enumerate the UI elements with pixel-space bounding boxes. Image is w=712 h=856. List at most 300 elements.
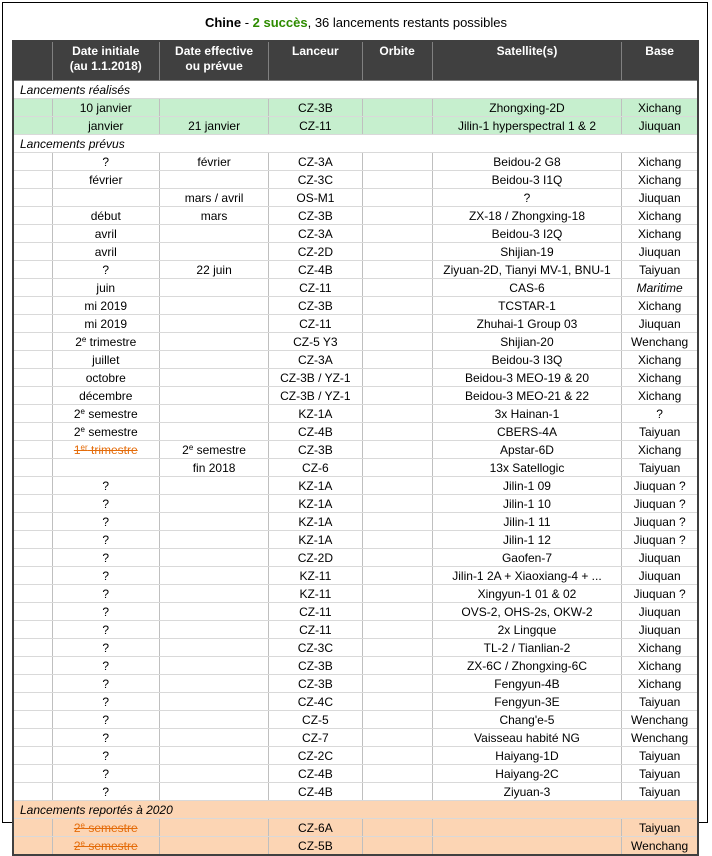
spacer-cell <box>13 477 52 495</box>
date-text: ? <box>102 730 110 745</box>
cell-satellites: Beidou-2 G8 <box>432 153 622 171</box>
cell-lanceur: KZ-11 <box>269 585 362 603</box>
cell-date-initiale <box>52 531 159 549</box>
cell-date-initiale <box>52 765 159 783</box>
date-text: début <box>90 208 121 223</box>
cell-orbite <box>362 351 432 369</box>
section-row <box>13 801 698 819</box>
cell-date-effective <box>159 693 268 711</box>
cell-base: Xichang <box>622 207 698 225</box>
cell-lanceur: KZ-1A <box>269 531 362 549</box>
cell-lanceur: CZ-7 <box>269 729 362 747</box>
cell-base: Jiuquan ? <box>622 477 698 495</box>
cell-base: Xichang <box>622 225 698 243</box>
cell-lanceur: CZ-11 <box>269 315 362 333</box>
cell-date-effective <box>159 189 268 207</box>
cell-satellites: Beidou-3 MEO-19 & 20 <box>432 369 622 387</box>
spacer-cell <box>13 441 52 459</box>
cell-date-initiale <box>52 675 159 693</box>
cell-base: Jiuquan ? <box>622 495 698 513</box>
cell-satellites: Haiyang-2C <box>432 765 622 783</box>
cell-lanceur: CZ-3A <box>269 351 362 369</box>
cell-lanceur: CZ-4C <box>269 693 362 711</box>
cell-base: Taiyuan <box>622 747 698 765</box>
cell-date-effective <box>159 603 268 621</box>
cell-base: Taiyuan <box>622 765 698 783</box>
cell-base: Jiuquan ? <box>622 585 698 603</box>
spacer-cell <box>13 531 52 549</box>
cell-orbite <box>362 189 432 207</box>
cell-date-initiale <box>52 171 159 189</box>
table-row <box>13 315 698 333</box>
cell-orbite <box>362 657 432 675</box>
cell-orbite <box>362 513 432 531</box>
cell-base: Jiuquan <box>622 621 698 639</box>
cell-date-effective <box>159 657 268 675</box>
cell-orbite <box>362 549 432 567</box>
table-row <box>13 117 698 135</box>
cell-date-effective <box>159 333 268 351</box>
title-remaining: , 36 lancements restants possibles <box>307 15 508 30</box>
table-row <box>13 621 698 639</box>
cell-satellites: Fengyun-3E <box>432 693 622 711</box>
spacer-cell <box>13 657 52 675</box>
spacer-cell <box>13 819 52 837</box>
cell-orbite <box>362 567 432 585</box>
cell-date-initiale <box>52 477 159 495</box>
date-text: ? <box>102 478 110 493</box>
table-row <box>13 603 698 621</box>
spacer-cell <box>13 783 52 801</box>
cell-orbite <box>362 603 432 621</box>
cell-base: Taiyuan <box>622 783 698 801</box>
cell-base: Maritime <box>622 279 698 297</box>
date-text: mars / avril <box>184 190 244 205</box>
cell-date-initiale <box>52 207 159 225</box>
cell-orbite <box>362 243 432 261</box>
cell-satellites: Apstar-6D <box>432 441 622 459</box>
date-text: ? <box>102 532 110 547</box>
cell-satellites: 13x Satellogic <box>432 459 622 477</box>
cell-date-effective <box>159 117 268 135</box>
cell-lanceur: CZ-2D <box>269 549 362 567</box>
cell-date-effective <box>159 531 268 549</box>
date-text: 1er trimestre <box>73 442 138 457</box>
cell-base: Xichang <box>622 99 698 117</box>
date-sup: e <box>188 442 194 452</box>
spacer-cell <box>13 189 52 207</box>
date-text: janvier <box>88 118 124 133</box>
table-row <box>13 639 698 657</box>
cell-orbite <box>362 315 432 333</box>
cell-satellites: ? <box>432 189 622 207</box>
cell-date-effective <box>159 747 268 765</box>
cell-satellites: CBERS-4A <box>432 423 622 441</box>
table-row <box>13 693 698 711</box>
date-text: avril <box>94 226 117 241</box>
cell-satellites: Chang'e-5 <box>432 711 622 729</box>
cell-base: Jiuquan <box>622 315 698 333</box>
spacer-cell <box>13 711 52 729</box>
spacer-cell <box>13 693 52 711</box>
cell-date-initiale <box>52 549 159 567</box>
cell-base: Jiuquan ? <box>622 531 698 549</box>
cell-orbite <box>362 495 432 513</box>
cell-orbite <box>362 207 432 225</box>
table-row <box>13 423 698 441</box>
cell-date-initiale <box>52 711 159 729</box>
cell-satellites: TCSTAR-1 <box>432 297 622 315</box>
header-date-initiale: Date initiale (au 1.1.2018) <box>52 41 159 81</box>
date-text: juin <box>96 280 116 295</box>
cell-base: Jiuquan <box>622 243 698 261</box>
table-row <box>13 225 698 243</box>
cell-date-initiale <box>52 693 159 711</box>
spacer-cell <box>13 387 52 405</box>
header-lanceur: Lanceur <box>269 41 362 81</box>
cell-base: Xichang <box>622 657 698 675</box>
cell-date-effective <box>159 711 268 729</box>
table-row <box>13 459 698 477</box>
cell-base: Wenchang <box>622 711 698 729</box>
cell-lanceur: CZ-3A <box>269 153 362 171</box>
spacer-cell <box>13 405 52 423</box>
date-text: décembre <box>79 388 133 403</box>
spacer-cell <box>13 117 52 135</box>
date-text: mi 2019 <box>84 316 128 331</box>
cell-base: Wenchang <box>622 729 698 747</box>
cell-orbite <box>362 225 432 243</box>
cell-orbite <box>362 387 432 405</box>
cell-satellites: Ziyuan-3 <box>432 783 622 801</box>
spacer-cell <box>13 837 52 856</box>
header-satellites: Satellite(s) <box>432 41 622 81</box>
cell-base: Jiuquan <box>622 189 698 207</box>
cell-base: Xichang <box>622 171 698 189</box>
cell-date-effective <box>159 261 268 279</box>
cell-lanceur: CZ-3B <box>269 657 362 675</box>
spacer-cell <box>13 729 52 747</box>
cell-date-initiale <box>52 639 159 657</box>
date-text: ? <box>102 154 110 169</box>
table-row <box>13 369 698 387</box>
table-row <box>13 189 698 207</box>
spacer-cell <box>13 621 52 639</box>
cell-orbite <box>362 405 432 423</box>
cell-date-initiale <box>52 153 159 171</box>
cell-date-initiale <box>52 783 159 801</box>
cell-date-effective <box>159 297 268 315</box>
cell-lanceur: CZ-11 <box>269 603 362 621</box>
table-row <box>13 729 698 747</box>
cell-lanceur: CZ-5 <box>269 711 362 729</box>
date-text: ? <box>102 514 110 529</box>
table-body <box>13 81 698 856</box>
spacer-cell <box>13 243 52 261</box>
date-text: mi 2019 <box>84 298 128 313</box>
date-text: ? <box>102 604 110 619</box>
cell-date-effective <box>159 351 268 369</box>
cell-lanceur: KZ-1A <box>269 405 362 423</box>
cell-date-initiale <box>52 747 159 765</box>
cell-satellites: 2x Lingque <box>432 621 622 639</box>
cell-lanceur: CZ-3B <box>269 207 362 225</box>
cell-lanceur: KZ-11 <box>269 567 362 585</box>
cell-date-initiale <box>52 621 159 639</box>
cell-satellites: Jilin-1 10 <box>432 495 622 513</box>
cell-date-initiale <box>52 513 159 531</box>
table-row <box>13 387 698 405</box>
cell-base: Xichang <box>622 153 698 171</box>
cell-orbite <box>362 333 432 351</box>
cell-satellites: Jilin-1 12 <box>432 531 622 549</box>
header-date-effective: Date effective ou prévue <box>159 41 268 81</box>
cell-lanceur: CZ-4B <box>269 423 362 441</box>
table-row <box>13 747 698 765</box>
table-row <box>13 207 698 225</box>
table-row <box>13 261 698 279</box>
cell-lanceur: CZ-3B <box>269 441 362 459</box>
cell-date-effective <box>159 729 268 747</box>
spacer-cell <box>13 459 52 477</box>
date-text: 2e semestre <box>73 838 138 853</box>
cell-date-initiale <box>52 117 159 135</box>
cell-orbite <box>362 261 432 279</box>
section-label: Lancements prévus <box>13 135 698 153</box>
cell-satellites: ZX-18 / Zhongxing-18 <box>432 207 622 225</box>
cell-base: Taiyuan <box>622 261 698 279</box>
cell-lanceur: CZ-4B <box>269 783 362 801</box>
spacer-cell <box>13 369 52 387</box>
cell-orbite <box>362 675 432 693</box>
cell-date-initiale <box>52 603 159 621</box>
date-text: ? <box>102 748 110 763</box>
cell-date-effective <box>159 423 268 441</box>
spacer-cell <box>13 675 52 693</box>
cell-base: Taiyuan <box>622 693 698 711</box>
cell-orbite <box>362 459 432 477</box>
cell-base: Taiyuan <box>622 423 698 441</box>
cell-base: Xichang <box>622 351 698 369</box>
date-text: juillet <box>92 352 120 367</box>
cell-orbite <box>362 477 432 495</box>
cell-date-initiale <box>52 333 159 351</box>
table-row <box>13 567 698 585</box>
table-row <box>13 765 698 783</box>
date-text: 10 janvier <box>79 100 132 115</box>
cell-lanceur: OS-M1 <box>269 189 362 207</box>
cell-base: Jiuquan <box>622 549 698 567</box>
table-row <box>13 783 698 801</box>
cell-satellites: 3x Hainan-1 <box>432 405 622 423</box>
date-text: ? <box>102 622 110 637</box>
cell-base: Xichang <box>622 369 698 387</box>
cell-date-initiale <box>52 729 159 747</box>
table-row <box>13 837 698 856</box>
cell-lanceur: CZ-4B <box>269 765 362 783</box>
cell-satellites: Jilin-1 11 <box>432 513 622 531</box>
launch-table <box>12 40 699 856</box>
cell-orbite <box>362 297 432 315</box>
cell-orbite <box>362 837 432 856</box>
date-text: février <box>197 154 231 169</box>
spacer-cell <box>13 513 52 531</box>
date-text: ? <box>102 496 110 511</box>
cell-date-effective <box>159 567 268 585</box>
cell-satellites <box>432 819 622 837</box>
cell-date-effective <box>159 99 268 117</box>
cell-base: Xichang <box>622 441 698 459</box>
spacer-cell <box>13 747 52 765</box>
date-text: ? <box>102 586 110 601</box>
cell-satellites: Beidou-3 MEO-21 & 22 <box>432 387 622 405</box>
cell-satellites: OVS-2, OHS-2s, OKW-2 <box>432 603 622 621</box>
spacer-cell <box>13 585 52 603</box>
cell-date-effective <box>159 441 268 459</box>
cell-date-effective <box>159 837 268 856</box>
header-orbite: Orbite <box>362 41 432 81</box>
title-separator: - <box>241 15 253 30</box>
cell-date-initiale <box>52 369 159 387</box>
section-label: Lancements reportés à 2020 <box>13 801 698 819</box>
table-row <box>13 477 698 495</box>
cell-lanceur: CZ-3C <box>269 639 362 657</box>
cell-date-effective <box>159 621 268 639</box>
cell-lanceur: CZ-6 <box>269 459 362 477</box>
date-text: mars <box>200 208 228 223</box>
cell-date-effective <box>159 153 268 171</box>
table-row <box>13 531 698 549</box>
cell-orbite <box>362 819 432 837</box>
title-country: Chine <box>204 15 242 30</box>
cell-date-initiale <box>52 423 159 441</box>
header-spacer <box>13 41 52 81</box>
table-row <box>13 99 698 117</box>
spacer-cell <box>13 765 52 783</box>
cell-date-initiale <box>52 495 159 513</box>
cell-lanceur: CZ-11 <box>269 621 362 639</box>
cell-date-initiale <box>52 189 159 207</box>
cell-orbite <box>362 783 432 801</box>
cell-satellites: Gaofen-7 <box>432 549 622 567</box>
cell-orbite <box>362 441 432 459</box>
cell-date-initiale <box>52 315 159 333</box>
cell-date-effective <box>159 765 268 783</box>
cell-base: Jiuquan <box>622 117 698 135</box>
cell-date-effective <box>159 477 268 495</box>
table-row <box>13 351 698 369</box>
cell-orbite <box>362 747 432 765</box>
cell-date-effective <box>159 387 268 405</box>
date-sup: e <box>80 406 85 416</box>
cell-orbite <box>362 117 432 135</box>
cell-satellites: Shijian-20 <box>432 333 622 351</box>
header-base: Base <box>622 41 698 81</box>
date-sup: e <box>80 820 85 830</box>
section-row <box>13 135 698 153</box>
date-text: ? <box>102 694 110 709</box>
cell-base: Xichang <box>622 675 698 693</box>
cell-satellites: Beidou-3 I3Q <box>432 351 622 369</box>
cell-date-initiale <box>52 441 159 459</box>
date-text: 2e trimestre <box>75 334 137 349</box>
date-text: fin 2018 <box>192 460 236 475</box>
spacer-cell <box>13 297 52 315</box>
cell-date-initiale <box>52 243 159 261</box>
cell-base: Wenchang <box>622 837 698 856</box>
cell-orbite <box>362 693 432 711</box>
table-row <box>13 513 698 531</box>
cell-base: Xichang <box>622 387 698 405</box>
date-text: avril <box>94 244 117 259</box>
cell-date-initiale <box>52 225 159 243</box>
spacer-cell <box>13 333 52 351</box>
cell-lanceur: CZ-3B <box>269 675 362 693</box>
cell-lanceur: CZ-3B / YZ-1 <box>269 369 362 387</box>
cell-base: Taiyuan <box>622 819 698 837</box>
cell-date-effective <box>159 513 268 531</box>
date-sup: e <box>81 334 87 344</box>
cell-base: Taiyuan <box>622 459 698 477</box>
cell-satellites: CAS-6 <box>432 279 622 297</box>
table-row <box>13 585 698 603</box>
cell-lanceur: CZ-2D <box>269 243 362 261</box>
cell-satellites: Beidou-3 I2Q <box>432 225 622 243</box>
cell-date-initiale <box>52 819 159 837</box>
date-text: 21 janvier <box>188 118 241 133</box>
cell-base: Jiuquan ? <box>622 513 698 531</box>
cell-orbite <box>362 423 432 441</box>
cell-date-effective <box>159 369 268 387</box>
cell-orbite <box>362 711 432 729</box>
cell-lanceur: KZ-1A <box>269 495 362 513</box>
date-text: 2e semestre <box>73 424 138 439</box>
cell-date-effective <box>159 171 268 189</box>
spacer-cell <box>13 567 52 585</box>
table-row <box>13 243 698 261</box>
cell-satellites: Haiyang-1D <box>432 747 622 765</box>
spacer-cell <box>13 261 52 279</box>
spacer-cell <box>13 207 52 225</box>
spacer-cell <box>13 351 52 369</box>
cell-base: Xichang <box>622 639 698 657</box>
date-text: ? <box>102 550 110 565</box>
cell-orbite <box>362 99 432 117</box>
cell-lanceur: CZ-3C <box>269 171 362 189</box>
date-text: 2e semestre <box>73 406 138 421</box>
cell-orbite <box>362 171 432 189</box>
cell-satellites <box>432 837 622 856</box>
spacer-cell <box>13 603 52 621</box>
date-text: ? <box>102 784 110 799</box>
cell-lanceur: CZ-6A <box>269 819 362 837</box>
cell-date-initiale <box>52 585 159 603</box>
cell-date-initiale <box>52 459 159 477</box>
cell-satellites: Beidou-3 I1Q <box>432 171 622 189</box>
cell-date-effective <box>159 819 268 837</box>
cell-lanceur: CZ-2C <box>269 747 362 765</box>
cell-satellites: Ziyuan-2D, Tianyi MV-1, BNU-1 <box>432 261 622 279</box>
date-text: 2e semestre <box>73 820 138 835</box>
cell-date-effective <box>159 225 268 243</box>
table-row <box>13 333 698 351</box>
section-row <box>13 81 698 99</box>
cell-date-initiale <box>52 837 159 856</box>
table-row <box>13 171 698 189</box>
date-text: ? <box>102 676 110 691</box>
cell-lanceur: CZ-3B <box>269 297 362 315</box>
cell-date-initiale <box>52 405 159 423</box>
